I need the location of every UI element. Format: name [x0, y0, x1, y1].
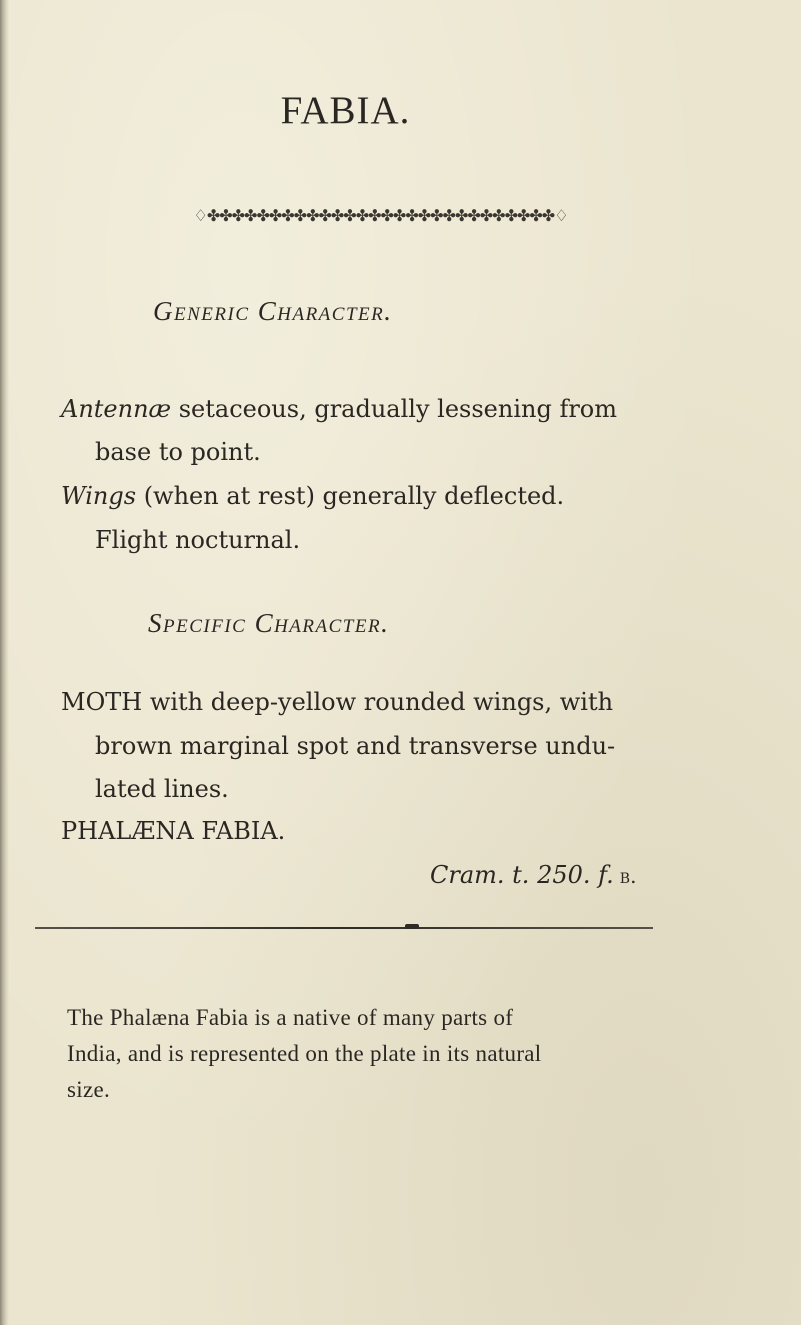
- description-line-2: India, and is represented on the plate in its natural: [67, 1041, 542, 1066]
- page-title: FABIA.: [280, 89, 411, 132]
- wings-description: [61, 476, 564, 516]
- wings-text: (when at rest) generally deflected.: [136, 482, 565, 510]
- description-line-3: size.: [67, 1077, 111, 1102]
- page-gutter-shadow: [0, 0, 9, 1325]
- species-name: PHALÆNA FABIA.: [61, 817, 286, 845]
- specific-character-heading: Specific Character.: [148, 608, 390, 638]
- flight-description: Flight nocturnal.: [95, 526, 301, 554]
- generic-character-heading: Generic Character.: [153, 296, 393, 326]
- citation-reference: Cram. t. 250. f.: [430, 861, 614, 889]
- divider-ornament: [405, 924, 419, 929]
- antennae-description: [61, 389, 617, 429]
- cramer-citation: [430, 855, 636, 896]
- citation-letter: b.: [619, 864, 637, 888]
- specific-description-line-3: lated lines.: [95, 775, 229, 803]
- antennae-description-continued: base to point.: [95, 438, 261, 466]
- antennae-text: setaceous, gradually lessening from: [171, 395, 618, 423]
- horizontal-divider: [35, 927, 653, 929]
- decorative-ornament-row: ♢✤✤✤✤✤✤✤✤✤✤✤✤✤✤✤✤✤✤✤✤✤✤✤✤✤✤✤✤♢: [193, 208, 568, 225]
- description-line-1: The Phalæna Fabia is a native of many parts of: [67, 1005, 514, 1030]
- specific-description-line-2: brown marginal spot and transverse undu-: [95, 732, 616, 760]
- specific-description-line-1: MOTH with deep-yellow rounded wings, with: [61, 688, 614, 716]
- wings-term: Wings: [61, 482, 137, 510]
- antennae-term: Antennæ: [61, 395, 172, 423]
